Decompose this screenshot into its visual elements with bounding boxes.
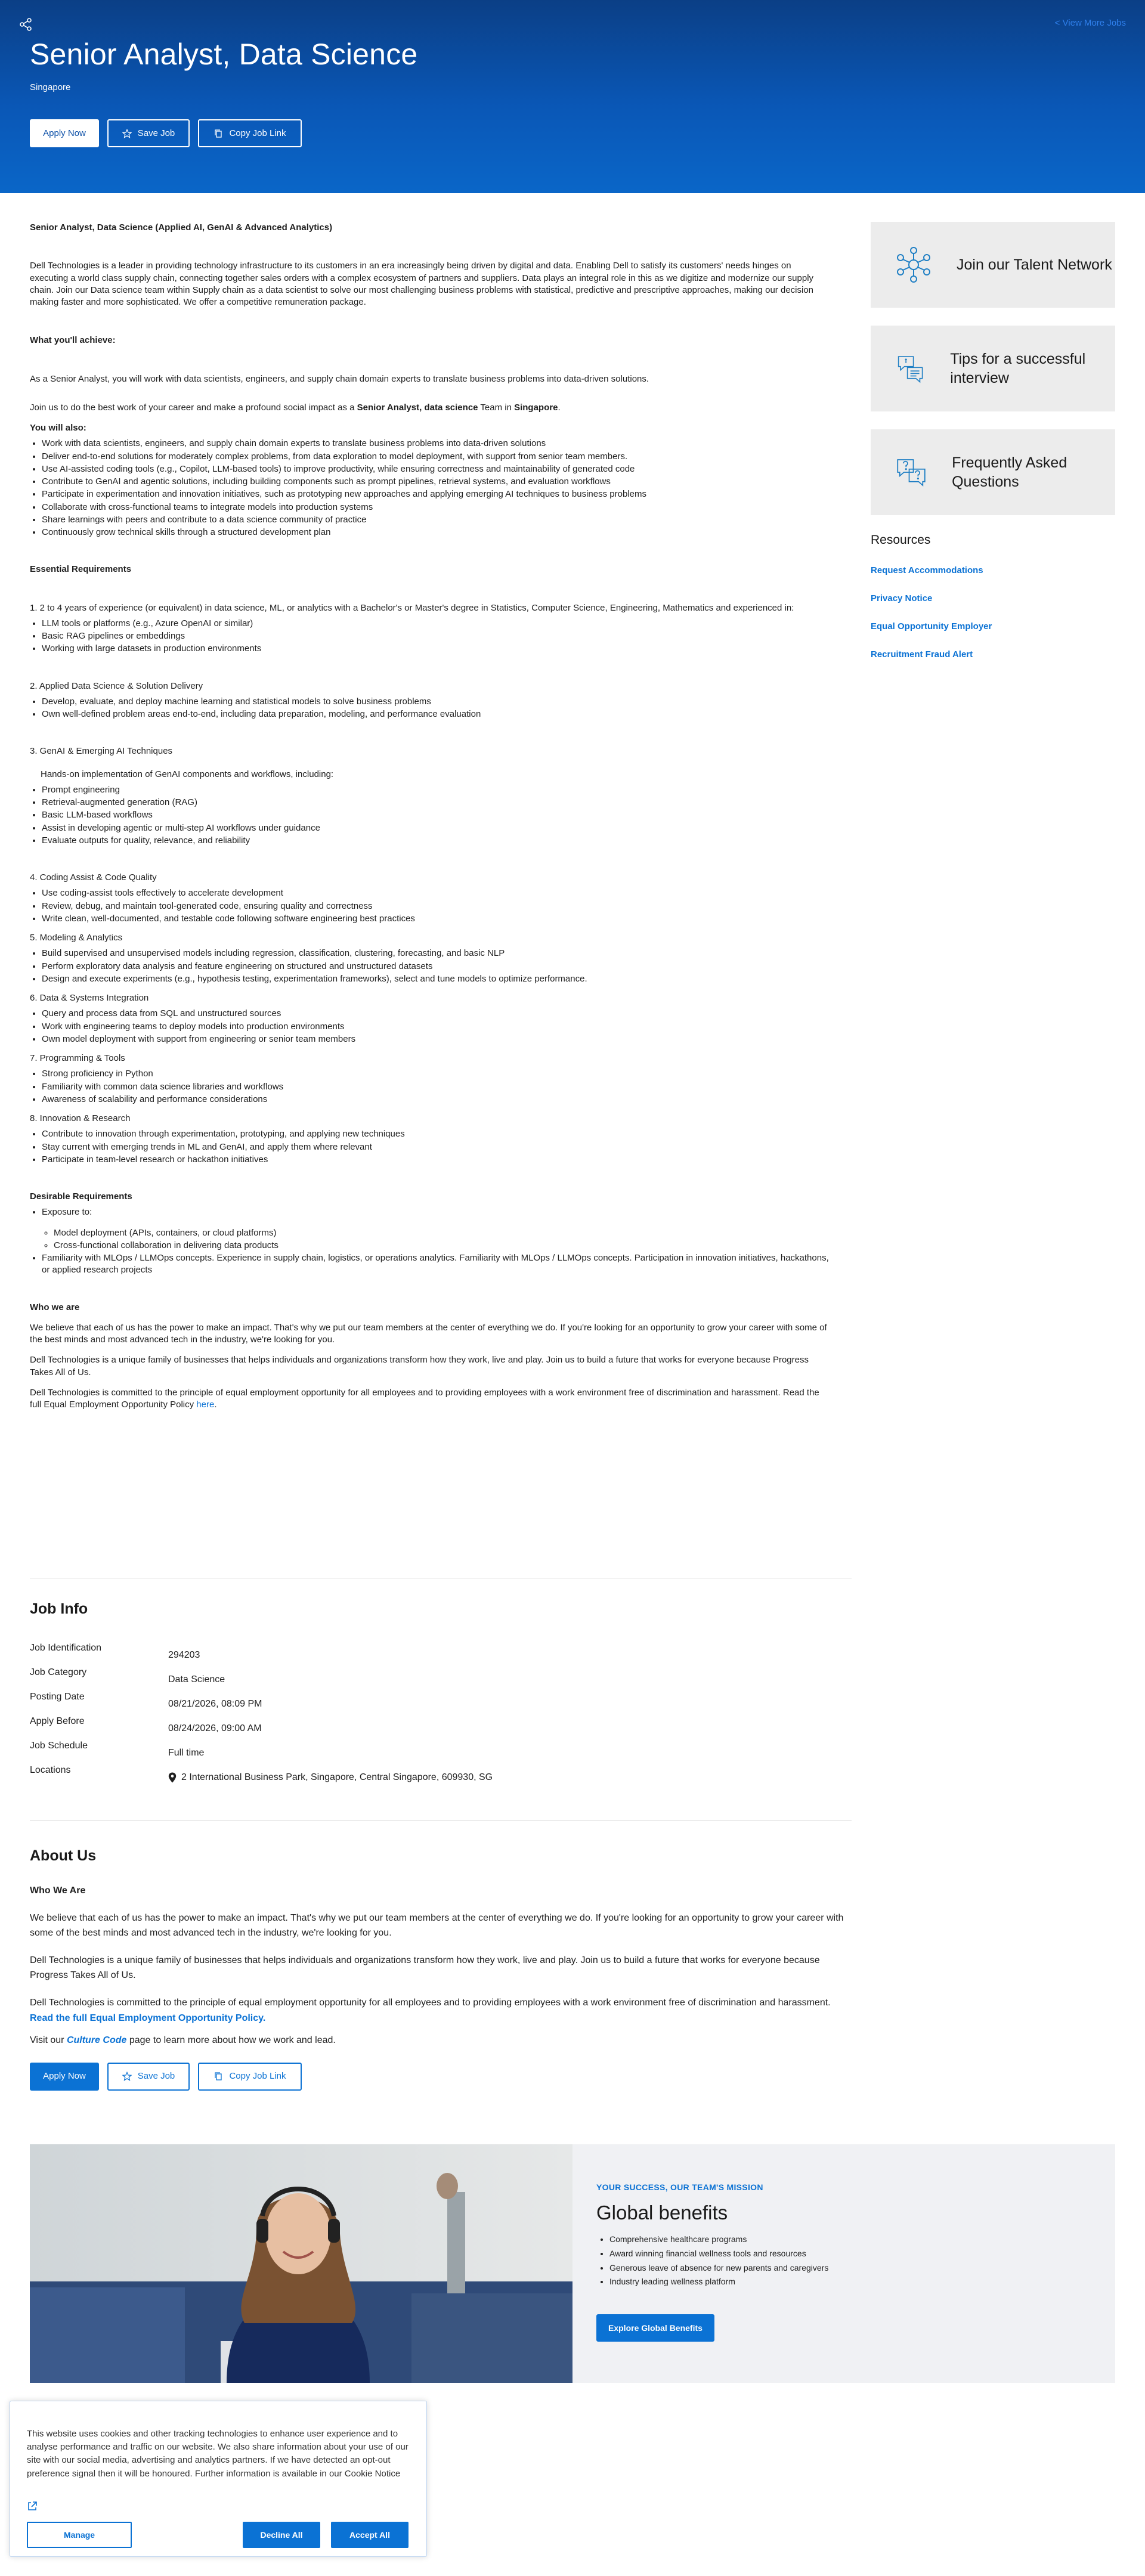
- apply-now-button[interactable]: Apply Now: [30, 119, 99, 147]
- exposure-label: Exposure to:: [42, 1207, 92, 1218]
- list-item: • Own model deployment with support from engineering or senior team members: [42, 1033, 829, 1045]
- explore-benefits-button[interactable]: Explore Global Benefits: [596, 2314, 714, 2342]
- job-info-key: Job Identification: [30, 1643, 102, 1653]
- list-item: • Prompt engineering: [42, 784, 829, 796]
- list-item: • Contribute to GenAI and agentic solutions, including building components such as prompt pipelines, retrieval systems, and evaluation workflows: [42, 476, 829, 488]
- faq-icon: [895, 453, 928, 491]
- copy-icon: [213, 129, 223, 138]
- job-info-key: Posting Date: [30, 1692, 85, 1702]
- you-will-also-heading: You will also:: [30, 423, 86, 433]
- about-p2: Dell Technologies is a unique family of businesses that helps individuals and organizations transform how they work, live and play. Join us to build a future that works for everyone because Progress Takes All of Us.: [30, 1955, 820, 1981]
- list-item: • Retrieval-augmented generation (RAG): [42, 797, 829, 809]
- location-text: 2 International Business Park, Singapore, Central Singapore, 609930, SG: [181, 1772, 493, 1782]
- list-item: • Strong proficiency in Python: [42, 1068, 829, 1080]
- exposure-sublist: [54, 1227, 829, 1252]
- cookie-manage-button[interactable]: Manage: [27, 2522, 132, 2548]
- bottom-actions: [30, 2063, 853, 2091]
- join-role: Senior Analyst, data science: [357, 402, 478, 413]
- list-item: • Query and process data from SQL and unstructured sources: [42, 1008, 829, 1020]
- essential-1-list: [42, 618, 829, 655]
- essential-1: 1. 2 to 4 years of experience (or equivalent) in data science, ML, or analytics with a Bachelor's or Master's degree in Statistics, Computer Science, Engineering, Mathematics and experienced in:: [30, 602, 794, 613]
- culture-code-link[interactable]: Culture Code: [66, 2035, 127, 2046]
- job-info-row: [30, 1716, 829, 1741]
- about-p3: [30, 1995, 853, 2026]
- job-info-key: Job Category: [30, 1667, 87, 1677]
- save-job-button-bottom[interactable]: [107, 2063, 190, 2091]
- list-item: • Work with engineering teams to deploy models into production environments: [42, 1021, 829, 1033]
- job-info-value: 08/21/2026, 08:09 PM: [168, 1698, 262, 1709]
- list-item: • Stay current with emerging trends in ML and GenAI, and apply them where relevant: [42, 1141, 829, 1153]
- list-item: • Build supervised and unsupervised models including regression, classification, clustering, forecasting, and basic NLP: [42, 948, 829, 959]
- star-icon: [122, 2072, 132, 2081]
- list-item: • Use coding-assist tools effectively to accelerate development: [42, 887, 829, 899]
- essential-5: 5. Modeling & Analytics: [30, 933, 123, 943]
- benefits-list: [609, 2233, 828, 2289]
- list-item: ◦ Cross-functional collaboration in delivering data products: [54, 1240, 829, 1252]
- list-item: • Work with data scientists, engineers, and supply chain domain experts to translate business problems into data-driven solutions: [42, 438, 829, 450]
- eeo-policy-link[interactable]: here: [196, 1400, 215, 1410]
- about-p4: [30, 2033, 853, 2048]
- list-item: • Familiarity with MLOps / LLMOps concepts. Experience in supply chain, logistics, or operations analytics. Familiarity with MLOps / LLMOps concepts. Participation in innovation initiatives, hackathons, or applied research projects: [42, 1252, 829, 1277]
- sidebar: [871, 222, 1115, 677]
- essential-3-sub: Hands-on implementation of GenAI components and workflows, including:: [41, 769, 334, 779]
- about-section: [30, 1844, 853, 2091]
- essential-2-list: [42, 696, 829, 721]
- job-title: Senior Analyst, Data Science: [30, 38, 418, 71]
- job-info-row: [30, 1667, 829, 1692]
- job-info-row: [30, 1741, 829, 1765]
- join-end: .: [558, 402, 561, 413]
- job-info-value: 294203: [168, 1649, 200, 1660]
- talent-network-label: Join our Talent Network: [957, 256, 1112, 273]
- list-item: • Evaluate outputs for quality, relevance, and reliability: [42, 835, 829, 847]
- who-we-are-p3: [30, 1387, 829, 1411]
- cookie-accept-all-button[interactable]: Accept All: [331, 2522, 409, 2548]
- privacy-notice-link[interactable]: Privacy Notice: [871, 593, 933, 603]
- list-item: • Generous leave of absence for new parents and caregivers: [609, 2261, 828, 2275]
- equal-opportunity-employer-link[interactable]: Equal Opportunity Employer: [871, 621, 992, 631]
- job-header: [0, 0, 1145, 193]
- description-heading: Senior Analyst, Data Science (Applied AI, GenAI & Advanced Analytics): [30, 222, 333, 233]
- join-text-mid: Team in: [478, 402, 515, 413]
- list-item: • Award winning financial wellness tools and resources: [609, 2247, 828, 2261]
- job-info-value: Data Science: [168, 1674, 225, 1685]
- join-location: Singapore: [514, 402, 558, 413]
- job-info-key: Apply Before: [30, 1716, 85, 1726]
- external-link-icon[interactable]: [27, 2501, 38, 2512]
- essential-2: 2. Applied Data Science & Solution Delivery: [30, 680, 203, 691]
- job-info-section: [30, 1600, 829, 1789]
- interview-tips-label: Tips for a successful interview: [950, 351, 1086, 386]
- list-item: • Review, debug, and maintain tool-generated code, ensuring quality and correctness: [42, 900, 829, 912]
- about-p1: We believe that each of us has the power to make an impact. That's why we put our team members at the center of everything we do. If you're looking for an opportunity to grow your career with some of the best minds and most advanced tech in the industry, we're looking for you.: [30, 1912, 844, 1939]
- copy-job-link-label: Copy Job Link: [229, 128, 286, 138]
- save-job-button[interactable]: [107, 119, 190, 147]
- list-item: • Basic LLM-based workflows: [42, 809, 829, 821]
- job-info-value: Full time: [168, 1747, 205, 1758]
- save-job-label: Save Job: [137, 2071, 175, 2082]
- list-item: [42, 1206, 829, 1252]
- job-info-row: [30, 1765, 829, 1789]
- copy-icon: [213, 2072, 223, 2081]
- benefits-banner: [30, 2144, 1115, 2383]
- copy-job-link-button-bottom[interactable]: [198, 2063, 302, 2091]
- list-item: • Continuously grow technical skills through a structured development plan: [42, 527, 829, 538]
- list-item: • Participate in team-level research or hackathon initiatives: [42, 1154, 829, 1166]
- list-item: • Deliver end-to-end solutions for moderately complex problems, from data exploration to model deployment, with support from senior team members.: [42, 451, 829, 463]
- achieve-heading: What you'll achieve:: [30, 335, 116, 346]
- faq-label: Frequently Asked Questions: [952, 454, 1067, 490]
- copy-job-link-label: Copy Job Link: [229, 2071, 286, 2082]
- copy-job-link-button[interactable]: [198, 119, 302, 147]
- essential-7: 7. Programming & Tools: [30, 1053, 125, 1063]
- about-heading: About Us: [30, 1847, 97, 1864]
- request-accommodations-link[interactable]: Request Accommodations: [871, 565, 983, 575]
- who-we-are-subheading: Who We Are: [30, 1885, 86, 1896]
- essential-6: 6. Data & Systems Integration: [30, 993, 149, 1003]
- responsibilities-list: [42, 438, 829, 538]
- essential-3-list: [42, 784, 829, 847]
- list-item: • LLM tools or platforms (e.g., Azure OpenAI or similar): [42, 618, 829, 630]
- cookie-banner: [10, 2401, 427, 2557]
- essential-5-list: [42, 948, 829, 985]
- list-item: • Share learnings with peers and contribute to a data science community of practice: [42, 514, 829, 526]
- culture-post: page to learn more about how we work and lead.: [126, 2035, 336, 2046]
- interview-tips-card[interactable]: [871, 326, 1115, 411]
- about-eeo-text: Dell Technologies is committed to the principle of equal employment opportunity for all employees and to providing employees with a work environment free of discrimination and harassment.: [30, 1997, 831, 2008]
- eeo-end: .: [214, 1400, 217, 1410]
- list-item: • Perform exploratory data analysis and feature engineering on structured and unstructured datasets: [42, 961, 829, 973]
- list-item: • Familiarity with common data science libraries and workflows: [42, 1081, 829, 1093]
- benefits-text: [596, 2182, 828, 2342]
- essential-7-list: [42, 1068, 829, 1106]
- list-item: • Write clean, well-documented, and testable code following software engineering best practices: [42, 913, 829, 925]
- about-eeo-link[interactable]: Read the full Equal Employment Opportunity Policy.: [30, 2012, 266, 2023]
- chat-tips-icon: [895, 349, 926, 388]
- job-info-key: Job Schedule: [30, 1741, 88, 1751]
- who-we-are-heading: Who we are: [30, 1302, 80, 1312]
- list-item: ◦ Model deployment (APIs, containers, or cloud platforms): [54, 1227, 829, 1239]
- list-item: • Industry leading wellness platform: [609, 2275, 828, 2289]
- job-info-key: Locations: [30, 1765, 71, 1775]
- faq-card[interactable]: [871, 429, 1115, 515]
- list-item: • Comprehensive healthcare programs: [609, 2233, 828, 2247]
- description-intro: Dell Technologies is a leader in providing technology infrastructure to its customers in an era increasingly being driven by digital and data. Enabling Dell to satisfy its customers' needs hinges on executing a world class supply chain, connecting together sales orders with a complex ecosystem of partners and suppliers. Data plays an integral role in this as we digitize and modernize our supply chain. Join our Data science team within Supply chain as a data scientist to solve our most challenging business problems with statistical, predictive and prescriptive approaches, making our decision making faster and more sophisticated. We offer a competitive remuneration package.: [30, 261, 814, 307]
- list-item: • Develop, evaluate, and deploy machine learning and statistical models to solve business problems: [42, 696, 829, 708]
- essential-8-list: [42, 1128, 829, 1166]
- benefits-photo: [30, 2144, 572, 2383]
- resources-title: Resources: [871, 533, 931, 547]
- list-item: • Working with large datasets in production environments: [42, 643, 829, 655]
- list-item: • Participate in experimentation and innovation initiatives, such as prototyping new approaches and applying emerging AI techniques to business problems: [42, 488, 829, 500]
- who-we-are-p2: Dell Technologies is a unique family of businesses that helps individuals and organizations transform how they work, live and play. Join us to build a future that works for everyone because Progress Takes All of Us.: [30, 1355, 809, 1377]
- save-job-label: Save Job: [137, 128, 175, 138]
- star-icon: [122, 129, 132, 138]
- essential-8: 8. Innovation & Research: [30, 1113, 131, 1123]
- achieve-paragraph: As a Senior Analyst, you will work with data scientists, engineers, and supply chain domain experts to translate business problems into data-driven solutions.: [30, 373, 649, 384]
- who-we-are-p1: We believe that each of us has the power to make an impact. That's why we put our team members at the center of everything we do. If you're looking for an opportunity to grow your career with some of the best minds and most advanced tech in the industry, we're looking for you.: [30, 1322, 827, 1345]
- job-info-row: [30, 1643, 829, 1667]
- cookie-text: This website uses cookies and other tracking technologies to enhance user experience and to analyse performance and traffic on our website. We also share information about your use of our site with our social media, advertising and analytics partners. If we have detected an opt-out preference signal then it will be honoured. Further information is available in our Cookie Notice: [27, 2429, 409, 2479]
- header-actions: [30, 119, 302, 147]
- job-info-heading: Job Info: [30, 1600, 88, 1617]
- recruitment-fraud-alert-link[interactable]: Recruitment Fraud Alert: [871, 649, 973, 660]
- join-text: Join us to do the best work of your career and make a profound social impact as a: [30, 402, 357, 413]
- job-info-value: [168, 1765, 493, 1789]
- list-item: • Collaborate with cross-functional teams to integrate models into production systems: [42, 501, 829, 513]
- talent-network-card[interactable]: [871, 222, 1115, 308]
- list-item: • Assist in developing agentic or multi-step AI workflows under guidance: [42, 822, 829, 834]
- list-item: • Basic RAG pipelines or embeddings: [42, 630, 829, 642]
- network-icon: [895, 246, 933, 284]
- job-description: [30, 222, 829, 1419]
- apply-now-button-bottom[interactable]: Apply Now: [30, 2063, 99, 2091]
- essential-4-list: [42, 887, 829, 925]
- benefits-kicker: YOUR SUCCESS, OUR TEAM'S MISSION: [596, 2182, 763, 2192]
- job-info-value: 08/24/2026, 09:00 AM: [168, 1723, 262, 1733]
- essential-3: 3. GenAI & Emerging AI Techniques: [30, 746, 173, 757]
- cookie-decline-all-button[interactable]: Decline All: [243, 2522, 320, 2548]
- list-item: • Awareness of scalability and performance considerations: [42, 1094, 829, 1106]
- essential-heading: Essential Requirements: [30, 564, 132, 575]
- desirable-list: [42, 1206, 829, 1276]
- list-item: • Contribute to innovation through experimentation, prototyping, and applying new techniques: [42, 1128, 829, 1140]
- join-paragraph: [30, 402, 829, 414]
- benefits-title: Global benefits: [596, 2202, 728, 2224]
- desirable-heading: Desirable Requirements: [30, 1191, 132, 1202]
- share-icon[interactable]: [19, 18, 32, 31]
- eeo-text: Dell Technologies is committed to the principle of equal employment opportunity for all employees and to providing employees with a work environment free of discrimination and harassment. Read the full Equal Employment Opportunity Policy: [30, 1387, 819, 1410]
- job-info-row: [30, 1692, 829, 1716]
- essential-4: 4. Coding Assist & Code Quality: [30, 872, 157, 883]
- essential-6-list: [42, 1008, 829, 1045]
- view-more-jobs-link[interactable]: < View More Jobs: [1054, 18, 1126, 28]
- culture-pre: Visit our: [30, 2035, 67, 2046]
- list-item: • Own well-defined problem areas end-to-end, including data preparation, modeling, and performance evaluation: [42, 708, 829, 720]
- location-pin-icon: [168, 1772, 177, 1783]
- list-item: • Design and execute experiments (e.g., hypothesis testing, experimentation frameworks), select and tune models to optimize performance.: [42, 973, 829, 985]
- list-item: • Use AI-assisted coding tools (e.g., Copilot, LLM-based tools) to improve productivity, while ensuring correctness and maintainability of generated code: [42, 463, 829, 475]
- job-location: Singapore: [30, 82, 71, 92]
